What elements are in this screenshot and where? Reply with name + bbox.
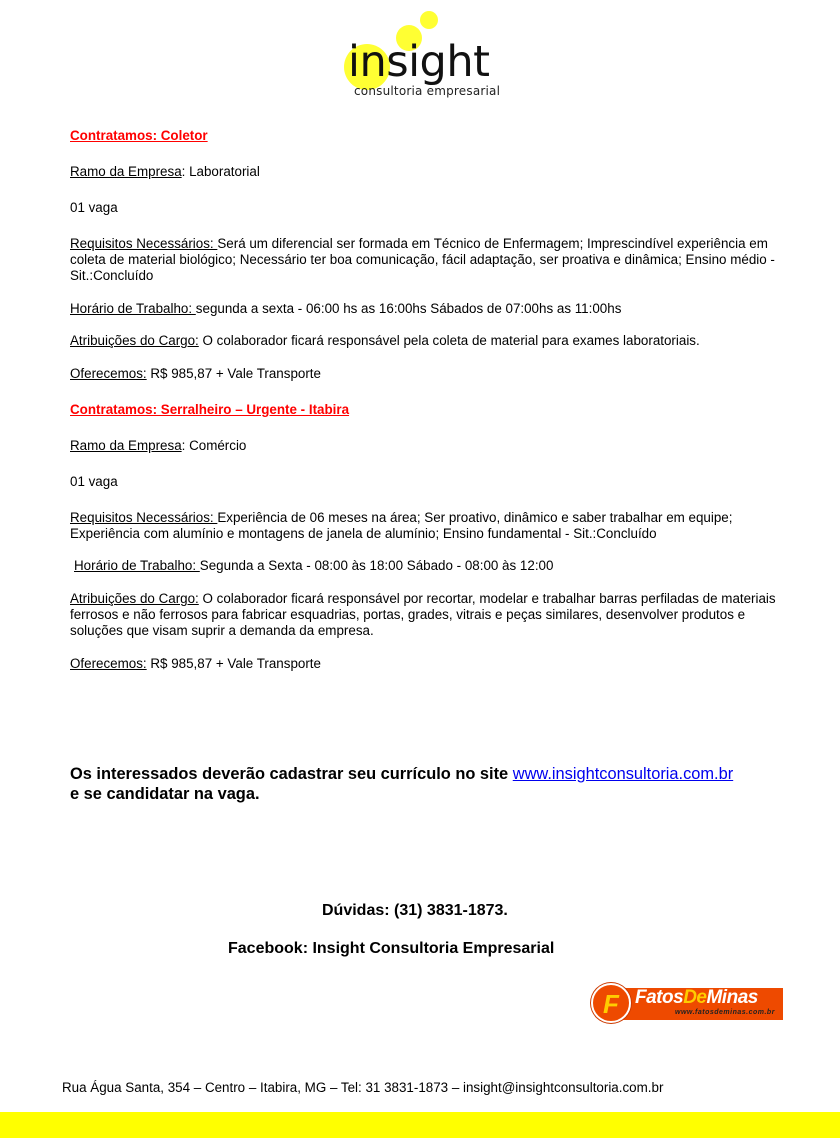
duties-value: O colaborador ficará responsável por recortar, modelar e trabalhar barras perfiladas de materiais ferrosos e não ferrosos para fabricar esquadrias, portas, grades, vitrais e peças similares, desenvolver produtos e soluções que visam suprir a demanda da empresa.	[70, 591, 776, 638]
job-2-openings: 01 vaga	[70, 474, 118, 489]
job-2-duties	[70, 591, 782, 639]
job-1-title: Contratamos: Coletor	[70, 128, 208, 143]
badge-circle-icon	[591, 983, 631, 1023]
badge-url: www.fatosdeminas.com.br	[675, 1009, 775, 1016]
job-1-duties	[70, 333, 782, 349]
offer-value: R$ 985,87 + Vale Transporte	[146, 366, 321, 381]
requirements-value: Experiência de 06 meses na área; Ser proativo, dinâmico e saber trabalhar em equipe; Experiência com alumínio e montagens de janela de alumínio; Ensino fundamental - Sit.:Concluído	[70, 510, 733, 541]
badge-name-part1: Fatos	[635, 987, 684, 1008]
hours-label: Horário de Trabalho:	[70, 301, 196, 316]
requirements-label: Requisitos Necessários:	[70, 510, 218, 525]
offer-label: Oferecemos:	[70, 656, 147, 671]
job-2-sector	[70, 438, 782, 454]
cta-text-after: e se candidatar na vaga.	[70, 785, 260, 803]
logo-wordmark: insight	[348, 37, 490, 87]
cta-text: Os interessados deverão cadastrar seu currículo no site	[70, 765, 513, 783]
offer-value: R$ 985,87 + Vale Transporte	[146, 656, 321, 671]
requirements-label: Requisitos Necessários:	[70, 236, 218, 251]
website-link[interactable]: www.insightconsultoria.com.br	[512, 765, 734, 783]
fatos-de-minas-logo	[591, 983, 783, 1023]
job-1-offer	[70, 366, 782, 382]
hours-value: Segunda a Sexta - 08:00 às 18:00 Sábado - 08:00 às 12:00	[199, 558, 554, 573]
badge-name	[635, 987, 758, 1009]
job-2-offer	[70, 656, 782, 672]
hours-value: segunda a sexta - 06:00 hs as 16:00hs Sábados de 07:00hs as 11:00hs	[195, 301, 622, 316]
hours-label: Horário de Trabalho:	[74, 558, 200, 573]
job-1-sector	[70, 164, 782, 180]
sector-label: Ramo da Empresa	[70, 438, 182, 453]
logo-subtitle: consultoria empresarial	[354, 84, 501, 98]
duties-label: Atribuições do Cargo:	[70, 333, 199, 348]
duties-value: O colaborador ficará responsável pela coleta de material para exames laboratoriais.	[198, 333, 700, 348]
job-1-hours	[70, 301, 782, 317]
offer-label: Oferecemos:	[70, 366, 147, 381]
badge-name-part3: Minas	[706, 987, 758, 1008]
questions-phone: Dúvidas: (31) 3831-1873.	[322, 902, 508, 919]
job-2-title: Contratamos: Serralheiro – Urgente - Itabira	[70, 402, 350, 417]
badge-letter: F	[603, 989, 619, 1019]
facebook-info: Facebook: Insight Consultoria Empresarial	[228, 940, 555, 957]
requirements-value: Será um diferencial ser formada em Técnico de Enfermagem; Imprescindível experiência em coleta de material biológico; Necessário ter boa comunicação, fácil adaptação, ser proativa e dinâmica; Ensino médio - Sit.:Concluído	[70, 236, 775, 283]
logo-dot-small	[420, 11, 438, 29]
footer-bar	[0, 1112, 840, 1138]
sector-value: : Laboratorial	[181, 164, 260, 179]
job-2-requirements	[70, 510, 782, 542]
job-2-hours	[74, 558, 786, 574]
duties-label: Atribuições do Cargo:	[70, 591, 199, 606]
footer-address: Rua Água Santa, 354 – Centro – Itabira, MG – Tel: 31 3831-1873 – insight@insightconsultoria.com.br	[62, 1080, 664, 1095]
job-1-openings: 01 vaga	[70, 200, 118, 215]
badge-name-part2: De	[683, 987, 707, 1008]
sector-value: : Comércio	[181, 438, 247, 453]
job-1-requirements	[70, 236, 782, 284]
application-instructions	[70, 764, 782, 804]
insight-logo	[340, 8, 500, 103]
sector-label: Ramo da Empresa	[70, 164, 182, 179]
